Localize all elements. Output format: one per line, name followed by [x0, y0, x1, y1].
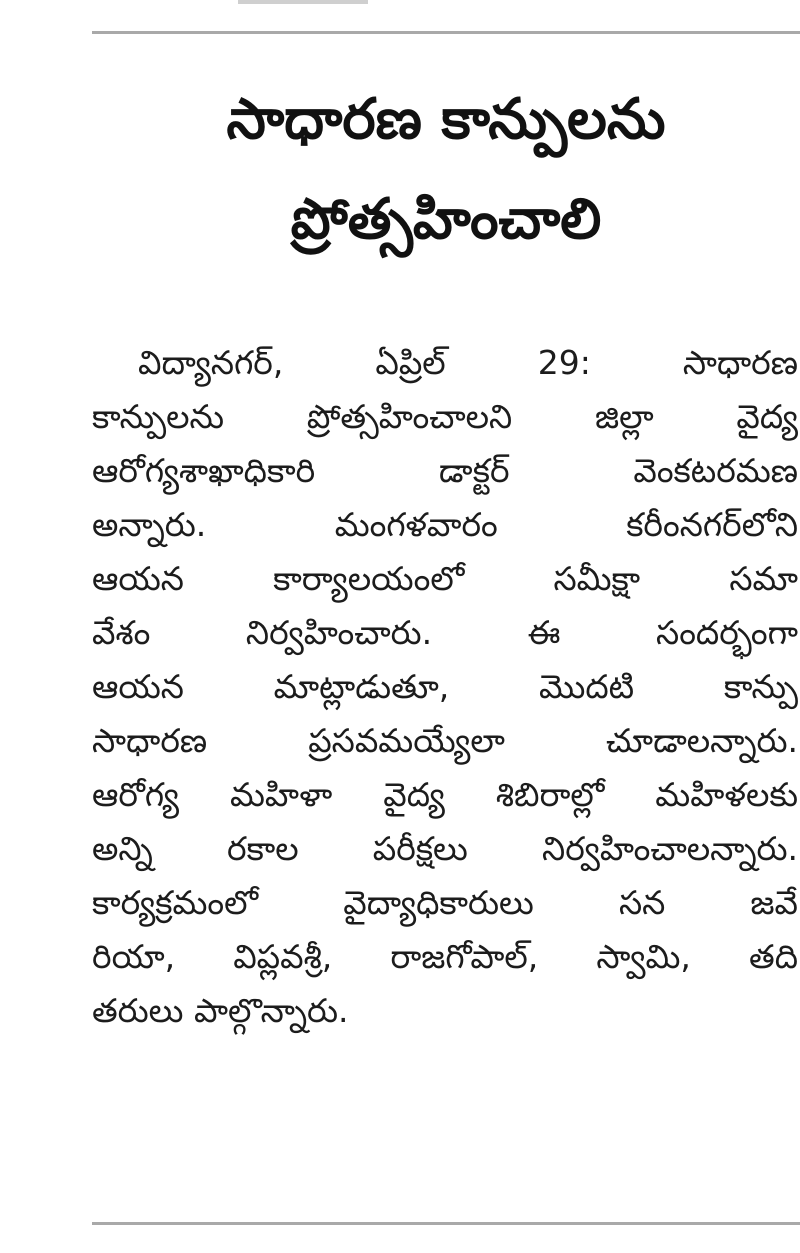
article-line: అన్నారు. మంగళవారం కరీంనగర్‌లోని [92, 505, 798, 544]
article-line: ఆయన మాట్లాడుతూ, మొదటి కాన్పు [92, 667, 798, 706]
article-body [92, 336, 798, 1038]
top-divider [92, 31, 800, 34]
article-line: తరులు పాల్గొన్నారు. [92, 991, 349, 1030]
headline-line-1: సాధారణ కాన్పులను [226, 87, 666, 152]
bottom-divider [92, 1222, 800, 1225]
article-line: విద్యానగర్, ఏప్రిల్ 29: సాధారణ [138, 343, 798, 382]
article-line: వేశం నిర్వహించారు. ఈ సందర్భంగా [92, 613, 798, 652]
article-line: సాధారణ ప్రసవమయ్యేలా చూడాలన్నారు. [92, 721, 798, 760]
article-line: కార్యక్రమంలో వైద్యాధికారులు సన జవే [92, 883, 798, 922]
headline-line-2: ప్రోత్సహించాలి [290, 187, 602, 252]
article-line: రియా, విప్లవశ్రీ, రాజగోపాల్, స్వామి, తది [92, 937, 798, 976]
headline [92, 70, 800, 270]
previous-article-fragment [238, 0, 368, 4]
article-line: ఆరోగ్యశాఖాధికారి డాక్టర్ వెంకటరమణ [92, 451, 798, 490]
article-line: ఆరోగ్య మహిళా వైద్య శిబిరాల్లో మహిళలకు [92, 775, 798, 814]
article-line: అన్ని రకాల పరీక్షలు నిర్వహించాలన్నారు. [92, 829, 798, 868]
article-line: ఆయన కార్యాలయంలో సమీక్షా సమా [92, 559, 798, 598]
article-line: కాన్పులను ప్రోత్సహించాలని జిల్లా వైద్య [92, 397, 798, 436]
